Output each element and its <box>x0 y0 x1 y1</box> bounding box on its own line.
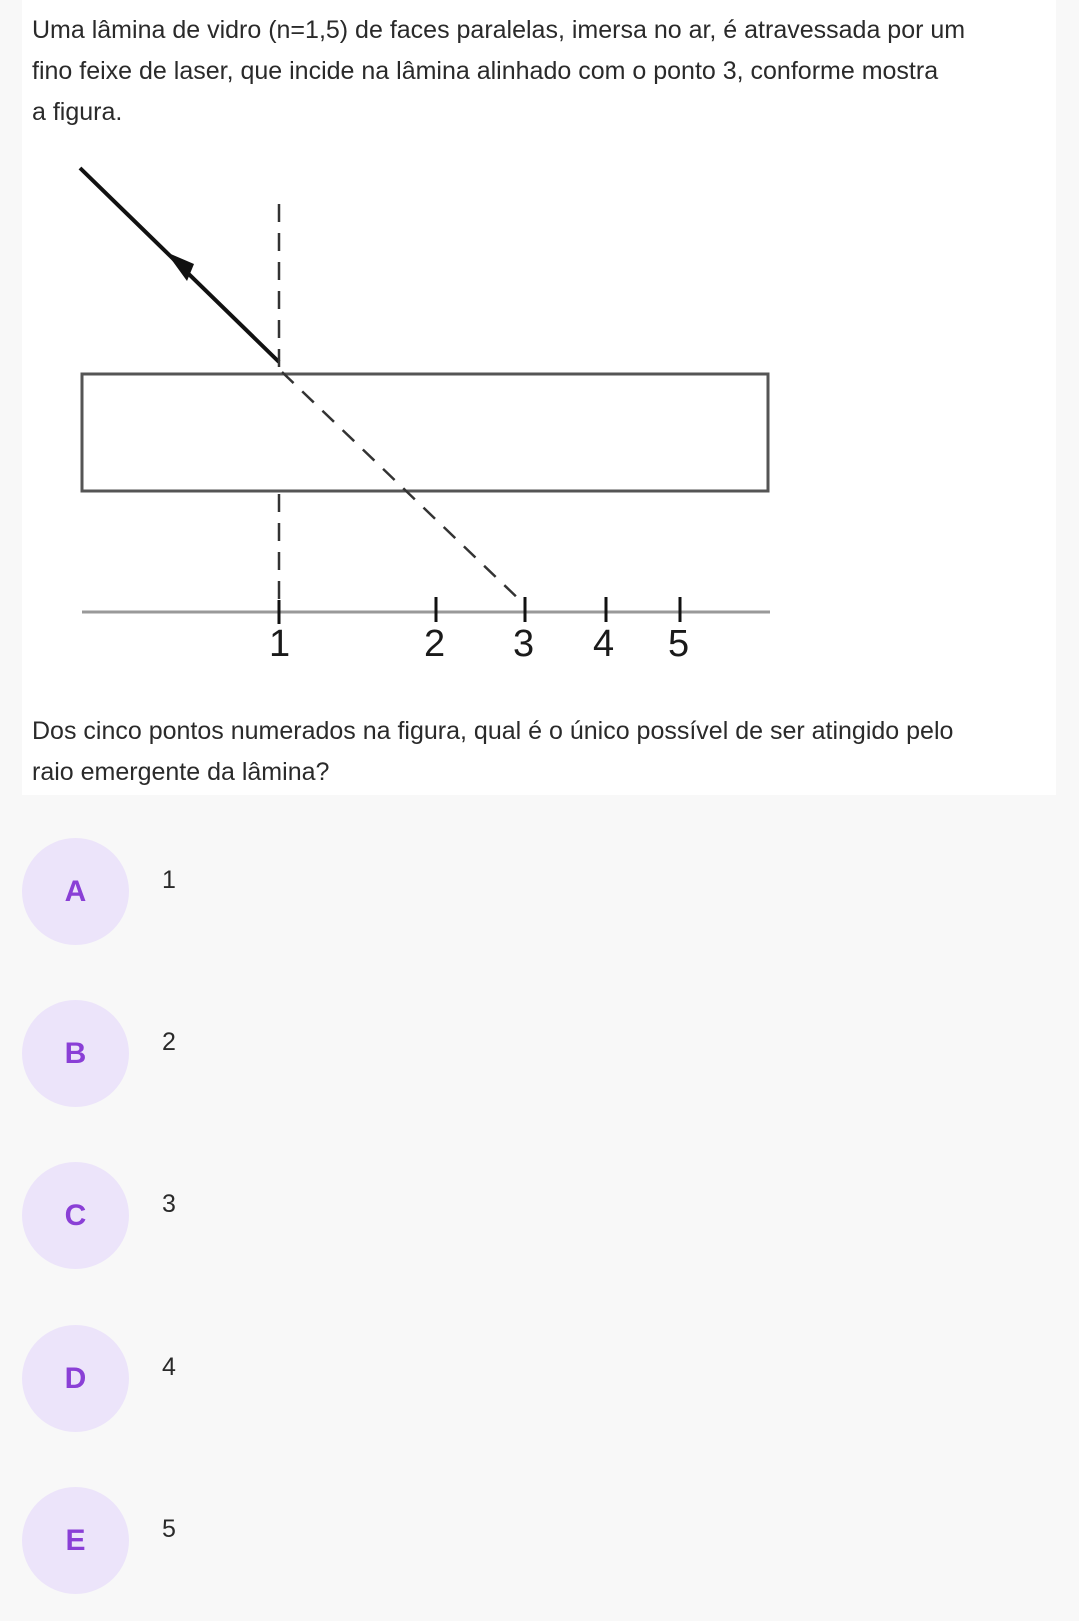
question-prompt <box>32 711 1072 793</box>
question-statement <box>32 10 1072 133</box>
option-c[interactable] <box>22 1162 922 1272</box>
option-text: 5 <box>162 1515 176 1543</box>
glass-slab <box>82 374 768 491</box>
prompt-line: raio emergente da lâmina? <box>32 758 330 786</box>
glass-slab-figure <box>60 160 800 680</box>
point-label-4: 4 <box>593 623 615 665</box>
option-letter: A <box>22 838 129 945</box>
option-text: 1 <box>162 866 176 894</box>
prompt-line: Dos cinco pontos numerados na figura, qual é o único possível de ser atingido pelo <box>32 717 954 745</box>
point-label-2: 2 <box>424 623 446 665</box>
option-letter: C <box>22 1162 129 1269</box>
option-text: 4 <box>162 1353 176 1381</box>
point-label-3: 3 <box>513 623 535 665</box>
option-letter: E <box>22 1487 129 1594</box>
option-letter: B <box>22 1000 129 1107</box>
option-letter: D <box>22 1325 129 1432</box>
question-line: a figura. <box>32 98 123 126</box>
point-label-5: 5 <box>668 623 690 665</box>
point-label-1: 1 <box>269 623 291 665</box>
question-line: Uma lâmina de vidro (n=1,5) de faces paralelas, imersa no ar, é atravessada por um <box>32 16 966 44</box>
option-text: 2 <box>162 1028 176 1056</box>
option-d[interactable] <box>22 1325 922 1435</box>
option-b[interactable] <box>22 1000 922 1110</box>
option-e[interactable] <box>22 1487 922 1597</box>
option-a[interactable] <box>22 838 922 948</box>
option-text: 3 <box>162 1190 176 1218</box>
question-line: fino feixe de laser, que incide na lâmina alinhado com o ponto 3, conforme mostra <box>32 57 939 85</box>
